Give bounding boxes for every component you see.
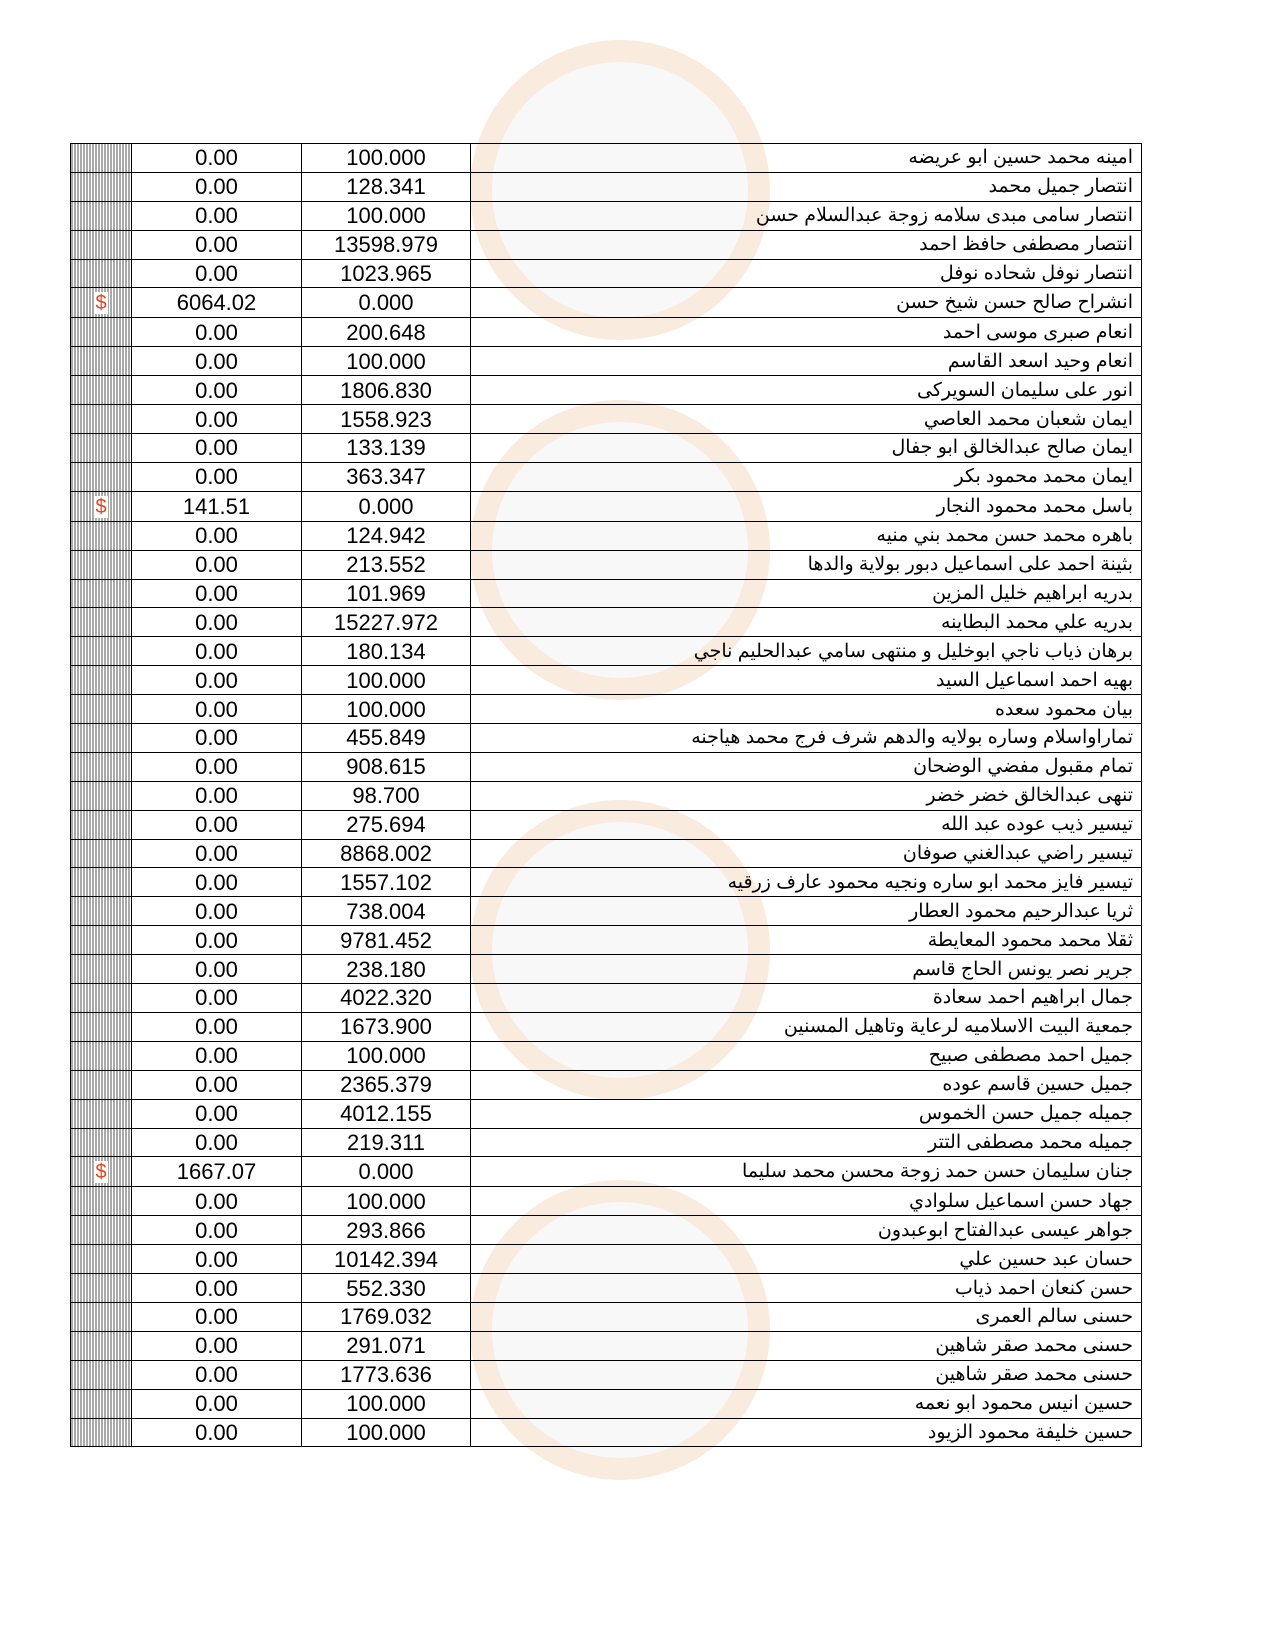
- amount-cell: 0.00: [132, 521, 302, 550]
- balance-cell: 219.311: [302, 1128, 471, 1157]
- name-cell: حسن كنعان احمد ذياب: [471, 1274, 1142, 1303]
- amount-cell: 6064.02: [132, 288, 302, 318]
- flag-cell: [71, 318, 132, 347]
- balance-cell: 908.615: [302, 752, 471, 781]
- table-row: [71, 608, 1142, 637]
- balance-cell: 100.000: [302, 347, 471, 376]
- table-row: [71, 1302, 1142, 1331]
- flag-cell: [71, 405, 132, 434]
- flag-cell: [71, 434, 132, 463]
- amount-cell: 0.00: [132, 259, 302, 288]
- balance-cell: 1773.636: [302, 1360, 471, 1389]
- flag-cell: [71, 1245, 132, 1274]
- table-row: [71, 955, 1142, 984]
- flag-cell: [71, 144, 132, 173]
- amount-cell: 0.00: [132, 1099, 302, 1128]
- table-row: [71, 810, 1142, 839]
- balance-cell: 101.969: [302, 579, 471, 608]
- amount-cell: 0.00: [132, 1245, 302, 1274]
- flag-cell: [71, 984, 132, 1013]
- flag-cell: [71, 1012, 132, 1041]
- flag-cell: [71, 462, 132, 491]
- amount-cell: 0.00: [132, 1418, 302, 1447]
- balance-cell: 363.347: [302, 462, 471, 491]
- amount-cell: 0.00: [132, 608, 302, 637]
- flag-cell: [71, 1157, 132, 1187]
- balance-cell: 1023.965: [302, 259, 471, 288]
- amount-cell: 0.00: [132, 462, 302, 491]
- amount-cell: 0.00: [132, 695, 302, 724]
- balance-cell: 100.000: [302, 144, 471, 173]
- amount-cell: 0.00: [132, 318, 302, 347]
- amount-cell: 0.00: [132, 376, 302, 405]
- flag-cell: [71, 521, 132, 550]
- dollar-icon: $: [95, 292, 107, 315]
- table-row: [71, 1216, 1142, 1245]
- amount-cell: 0.00: [132, 868, 302, 897]
- amount-cell: 0.00: [132, 1360, 302, 1389]
- name-cell: انتصار نوفل شحاده نوفل: [471, 259, 1142, 288]
- amount-cell: 0.00: [132, 724, 302, 753]
- name-cell: تيسير ذيب عوده عبد الله: [471, 810, 1142, 839]
- balance-cell: 455.849: [302, 724, 471, 753]
- flag-cell: [71, 1128, 132, 1157]
- flag-cell: [71, 376, 132, 405]
- balance-cell: 133.139: [302, 434, 471, 463]
- table-row: [71, 1070, 1142, 1099]
- flag-cell: [71, 288, 132, 318]
- flag-cell: [71, 172, 132, 201]
- amount-cell: 0.00: [132, 1331, 302, 1360]
- amount-cell: 0.00: [132, 897, 302, 926]
- amount-cell: 0.00: [132, 810, 302, 839]
- name-cell: انعام صبرى موسى احمد: [471, 318, 1142, 347]
- amount-cell: 0.00: [132, 1187, 302, 1216]
- name-cell: تيسير فايز محمد ابو ساره ونجيه محمود عارف زرقيه: [471, 868, 1142, 897]
- amount-cell: 0.00: [132, 926, 302, 955]
- flag-cell: [71, 608, 132, 637]
- amount-cell: 0.00: [132, 752, 302, 781]
- flag-cell: [71, 1070, 132, 1099]
- amount-cell: 0.00: [132, 144, 302, 173]
- flag-cell: [71, 926, 132, 955]
- table-row: [71, 259, 1142, 288]
- table-row: [71, 1157, 1142, 1187]
- table-row: [71, 347, 1142, 376]
- amount-cell: 0.00: [132, 1128, 302, 1157]
- amount-cell: 0.00: [132, 1389, 302, 1418]
- amount-cell: 0.00: [132, 172, 302, 201]
- balance-cell: 128.341: [302, 172, 471, 201]
- name-cell: حسان عبد حسين علي: [471, 1245, 1142, 1274]
- balance-cell: 124.942: [302, 521, 471, 550]
- flag-cell: [71, 550, 132, 579]
- amount-cell: 0.00: [132, 1216, 302, 1245]
- amount-cell: 0.00: [132, 955, 302, 984]
- flag-cell: [71, 491, 132, 521]
- balance-cell: 200.648: [302, 318, 471, 347]
- table-row: [71, 434, 1142, 463]
- table-row: [71, 579, 1142, 608]
- balance-cell: 0.000: [302, 1157, 471, 1187]
- table-row: [71, 1245, 1142, 1274]
- flag-cell: [71, 695, 132, 724]
- table-row: [71, 318, 1142, 347]
- name-cell: جميل حسين قاسم عوده: [471, 1070, 1142, 1099]
- table-row: [71, 1331, 1142, 1360]
- table-row: [71, 1389, 1142, 1418]
- flag-cell: [71, 1187, 132, 1216]
- table-row: [71, 752, 1142, 781]
- name-cell: انتصار مصطفى حافظ احمد: [471, 230, 1142, 259]
- amount-cell: 0.00: [132, 434, 302, 463]
- table-row: [71, 491, 1142, 521]
- table-row: [71, 550, 1142, 579]
- name-cell: بثينة احمد على اسماعيل دبور بولاية والدها: [471, 550, 1142, 579]
- balance-cell: 180.134: [302, 637, 471, 666]
- flag-cell: [71, 1216, 132, 1245]
- flag-cell: [71, 1274, 132, 1303]
- balance-cell: 4022.320: [302, 984, 471, 1013]
- name-cell: جميله جميل حسن الخموس: [471, 1099, 1142, 1128]
- name-cell: جرير نصر يونس الحاج قاسم: [471, 955, 1142, 984]
- name-cell: جمال ابراهيم احمد سعادة: [471, 984, 1142, 1013]
- table-row: [71, 984, 1142, 1013]
- balance-cell: 293.866: [302, 1216, 471, 1245]
- balance-cell: 13598.979: [302, 230, 471, 259]
- balance-cell: 100.000: [302, 1187, 471, 1216]
- balance-cell: 275.694: [302, 810, 471, 839]
- amount-cell: 0.00: [132, 579, 302, 608]
- name-cell: جمعية البيت الاسلاميه لرعاية وتاهيل المسنين: [471, 1012, 1142, 1041]
- table-row: [71, 724, 1142, 753]
- table-row: [71, 405, 1142, 434]
- balance-cell: 2365.379: [302, 1070, 471, 1099]
- amount-cell: 0.00: [132, 839, 302, 868]
- flag-cell: [71, 1331, 132, 1360]
- balance-cell: 100.000: [302, 666, 471, 695]
- table-row: [71, 666, 1142, 695]
- amount-cell: 0.00: [132, 1070, 302, 1099]
- dollar-icon: $: [95, 495, 107, 518]
- amount-cell: 0.00: [132, 1012, 302, 1041]
- records-table: [70, 143, 1142, 1447]
- flag-cell: [71, 1302, 132, 1331]
- table-row: [71, 781, 1142, 810]
- name-cell: تمام مقبول مفضي الوضحان: [471, 752, 1142, 781]
- balance-cell: 1557.102: [302, 868, 471, 897]
- table-row: [71, 1360, 1142, 1389]
- flag-cell: [71, 579, 132, 608]
- amount-cell: 0.00: [132, 984, 302, 1013]
- balance-cell: 213.552: [302, 550, 471, 579]
- flag-cell: [71, 810, 132, 839]
- name-cell: انور على سليمان السويركى: [471, 376, 1142, 405]
- name-cell: باسل محمد محمود النجار: [471, 491, 1142, 521]
- balance-cell: 0.000: [302, 288, 471, 318]
- name-cell: ثريا عبدالرحيم محمود العطار: [471, 897, 1142, 926]
- table-row: [71, 144, 1142, 173]
- name-cell: انعام وحيد اسعد القاسم: [471, 347, 1142, 376]
- balance-cell: 0.000: [302, 491, 471, 521]
- table-row: [71, 1274, 1142, 1303]
- table-row: [71, 897, 1142, 926]
- name-cell: بيان محمود سعده: [471, 695, 1142, 724]
- table-row: [71, 462, 1142, 491]
- amount-cell: 0.00: [132, 1274, 302, 1303]
- flag-cell: [71, 839, 132, 868]
- table-row: [71, 637, 1142, 666]
- amount-cell: 1667.07: [132, 1157, 302, 1187]
- balance-cell: 238.180: [302, 955, 471, 984]
- name-cell: جميل احمد مصطفى صبيح: [471, 1041, 1142, 1070]
- balance-cell: 4012.155: [302, 1099, 471, 1128]
- balance-cell: 8868.002: [302, 839, 471, 868]
- name-cell: جهاد حسن اسماعيل سلوادي: [471, 1187, 1142, 1216]
- amount-cell: 0.00: [132, 1041, 302, 1070]
- flag-cell: [71, 1099, 132, 1128]
- name-cell: حسنى محمد صقر شاهين: [471, 1331, 1142, 1360]
- name-cell: ايمان شعبان محمد العاصي: [471, 405, 1142, 434]
- flag-cell: [71, 752, 132, 781]
- flag-cell: [71, 868, 132, 897]
- name-cell: ايمان صالح عبدالخالق ابو جفال: [471, 434, 1142, 463]
- name-cell: حسين انيس محمود ابو نعمه: [471, 1389, 1142, 1418]
- table-row: [71, 172, 1142, 201]
- amount-cell: 0.00: [132, 347, 302, 376]
- name-cell: انشراح صالح حسن شيخ حسن: [471, 288, 1142, 318]
- name-cell: انتصار سامى مبدى سلامه زوجة عبدالسلام حسن: [471, 201, 1142, 230]
- balance-cell: 100.000: [302, 1418, 471, 1447]
- amount-cell: 0.00: [132, 405, 302, 434]
- balance-cell: 15227.972: [302, 608, 471, 637]
- amount-cell: 0.00: [132, 201, 302, 230]
- flag-cell: [71, 201, 132, 230]
- balance-cell: 100.000: [302, 201, 471, 230]
- amount-cell: 0.00: [132, 637, 302, 666]
- flag-cell: [71, 230, 132, 259]
- name-cell: حسنى سالم العمرى: [471, 1302, 1142, 1331]
- table-row: [71, 288, 1142, 318]
- balance-cell: 98.700: [302, 781, 471, 810]
- name-cell: ايمان محمد محمود بكر: [471, 462, 1142, 491]
- table-row: [71, 868, 1142, 897]
- balance-cell: 10142.394: [302, 1245, 471, 1274]
- flag-cell: [71, 1041, 132, 1070]
- table-row: [71, 695, 1142, 724]
- amount-cell: 0.00: [132, 230, 302, 259]
- name-cell: برهان ذياب ناجي ابوخليل و منتهى سامي عبدالحليم ناجي: [471, 637, 1142, 666]
- name-cell: تماراواسلام وساره بولايه والدهم شرف فرج محمد هياجنه: [471, 724, 1142, 753]
- table-row: [71, 230, 1142, 259]
- name-cell: جنان سليمان حسن حمد زوجة محسن محمد سليما: [471, 1157, 1142, 1187]
- table-row: [71, 926, 1142, 955]
- amount-cell: 0.00: [132, 550, 302, 579]
- table-row: [71, 839, 1142, 868]
- flag-cell: [71, 897, 132, 926]
- flag-cell: [71, 1418, 132, 1447]
- balance-cell: 100.000: [302, 1041, 471, 1070]
- table-row: [71, 376, 1142, 405]
- table-row: [71, 1012, 1142, 1041]
- balance-cell: 100.000: [302, 1389, 471, 1418]
- name-cell: تنهى عبدالخالق خضر خضر: [471, 781, 1142, 810]
- flag-cell: [71, 1389, 132, 1418]
- amount-cell: 0.00: [132, 781, 302, 810]
- table-row: [71, 1128, 1142, 1157]
- table-row: [71, 1041, 1142, 1070]
- name-cell: انتصار جميل محمد: [471, 172, 1142, 201]
- flag-cell: [71, 637, 132, 666]
- name-cell: بهيه احمد اسماعيل السيد: [471, 666, 1142, 695]
- name-cell: جواهر عيسى عبدالفتاح ابوعبدون: [471, 1216, 1142, 1245]
- name-cell: حسنى محمد صقر شاهين: [471, 1360, 1142, 1389]
- name-cell: باهره محمد حسن محمد بني منيه: [471, 521, 1142, 550]
- balance-cell: 1558.923: [302, 405, 471, 434]
- flag-cell: [71, 955, 132, 984]
- table-row: [71, 521, 1142, 550]
- name-cell: بدريه ابراهيم خليل المزين: [471, 579, 1142, 608]
- amount-cell: 0.00: [132, 666, 302, 695]
- balance-cell: 552.330: [302, 1274, 471, 1303]
- table-row: [71, 1187, 1142, 1216]
- name-cell: جميله محمد مصطفى التتر: [471, 1128, 1142, 1157]
- name-cell: بدريه علي محمد البطاينه: [471, 608, 1142, 637]
- flag-cell: [71, 347, 132, 376]
- balance-cell: 1769.032: [302, 1302, 471, 1331]
- dollar-icon: $: [95, 1161, 107, 1184]
- balance-cell: 100.000: [302, 695, 471, 724]
- name-cell: ثقلا محمد محمود المعايطة: [471, 926, 1142, 955]
- table-row: [71, 201, 1142, 230]
- amount-cell: 0.00: [132, 1302, 302, 1331]
- balance-cell: 291.071: [302, 1331, 471, 1360]
- balance-cell: 9781.452: [302, 926, 471, 955]
- name-cell: حسين خليفة محمود الزيود: [471, 1418, 1142, 1447]
- table-row: [71, 1099, 1142, 1128]
- amount-cell: 141.51: [132, 491, 302, 521]
- flag-cell: [71, 724, 132, 753]
- balance-cell: 1673.900: [302, 1012, 471, 1041]
- balance-cell: 1806.830: [302, 376, 471, 405]
- flag-cell: [71, 666, 132, 695]
- flag-cell: [71, 1360, 132, 1389]
- table-row: [71, 1418, 1142, 1447]
- name-cell: امينه محمد حسين ابو عريضه: [471, 144, 1142, 173]
- balance-cell: 738.004: [302, 897, 471, 926]
- flag-cell: [71, 781, 132, 810]
- name-cell: تيسير راضي عبدالغني صوفان: [471, 839, 1142, 868]
- flag-cell: [71, 259, 132, 288]
